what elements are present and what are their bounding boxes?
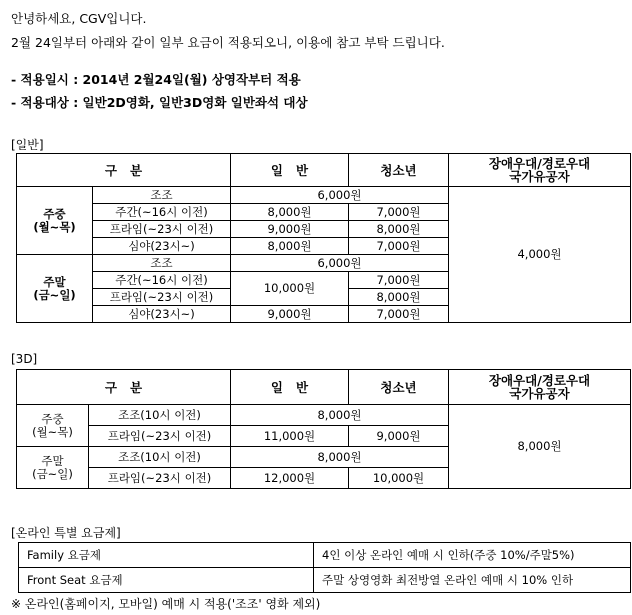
- time-cell: 프라임(~23시 이전): [89, 426, 231, 447]
- adult-price-cell: 11,000원: [231, 426, 349, 447]
- table-row: [19, 543, 631, 568]
- fare-name-cell: Front Seat 요금제: [19, 568, 314, 593]
- price-cell-merged: 6,000원: [231, 187, 449, 204]
- general-section-label: [일반]: [11, 138, 44, 152]
- time-cell: 조조: [93, 187, 231, 204]
- time-cell: 프라임(~23시 이전): [89, 468, 231, 489]
- notice-text: 2월 24일부터 아래와 같이 일부 요금이 적용되오니, 이용에 참고 부탁 드립니다.: [11, 35, 445, 50]
- youth-price-cell: 8,000원: [349, 221, 449, 238]
- youth-price-cell: 10,000원: [349, 468, 449, 489]
- header-category: 구 분: [17, 370, 231, 405]
- header-adult: 일 반: [231, 370, 349, 405]
- fare-desc-cell: 4인 이상 온라인 예매 시 인하(주중 10%/주말5%): [314, 543, 631, 568]
- 3d-price-table: [16, 369, 631, 489]
- table-header-row: [17, 154, 631, 187]
- adult-price-cell: 12,000원: [231, 468, 349, 489]
- fare-desc-cell: 주말 상영영화 최전방열 온라인 예매 시 10% 인하: [314, 568, 631, 593]
- time-cell: 심야(23시~): [93, 306, 231, 323]
- youth-price-cell: 8,000원: [349, 289, 449, 306]
- time-cell: 주간(~16시 이전): [93, 272, 231, 289]
- weekday-group-label: 주중 (월~목): [17, 187, 93, 255]
- youth-price-cell: 7,000원: [349, 238, 449, 255]
- time-cell: 프라임(~23시 이전): [93, 289, 231, 306]
- header-category: 구 분: [17, 154, 231, 187]
- general-price-table: [16, 153, 631, 323]
- online-footnote: ※ 온라인(홈페이지, 모바일) 예매 시 적용('조조' 영화 제외): [11, 597, 321, 611]
- adult-price-cell: 8,000원: [231, 238, 349, 255]
- price-cell-merged: 8,000원: [231, 447, 449, 468]
- apply-target-line: - 적용대상 : 일반2D영화, 일반3D영화 일반좌석 대상: [11, 95, 308, 110]
- price-cell-merged: 6,000원: [231, 255, 449, 272]
- adult-price-cell: 9,000원: [231, 221, 349, 238]
- header-special: 장애우대/경로우대 국가유공자: [449, 154, 631, 187]
- header-special: 장애우대/경로우대 국가유공자: [449, 370, 631, 405]
- greeting-text: 안녕하세요, CGV입니다.: [11, 11, 147, 26]
- header-adult: 일 반: [231, 154, 349, 187]
- price-cell-merged: 8,000원: [231, 405, 449, 426]
- youth-price-cell: 7,000원: [349, 272, 449, 289]
- table-row: [17, 187, 631, 204]
- time-cell: 조조(10시 이전): [89, 447, 231, 468]
- time-cell: 심야(23시~): [93, 238, 231, 255]
- header-youth: 청소년: [349, 154, 449, 187]
- adult-price-cell: 8,000원: [231, 204, 349, 221]
- apply-date-line: - 적용일시 : 2014년 2월24일(월) 상영작부터 적용: [11, 72, 301, 87]
- table-header-row: [17, 370, 631, 405]
- weekday-group-label: 주중 (월~목): [17, 405, 89, 447]
- fare-name-cell: Family 요금제: [19, 543, 314, 568]
- weekend-group-label: 주말 (금~일): [17, 447, 89, 489]
- online-section-label: [온라인 특별 요금제]: [11, 526, 121, 540]
- special-price-cell: 4,000원: [449, 187, 631, 323]
- header-youth: 청소년: [349, 370, 449, 405]
- youth-price-cell: 9,000원: [349, 426, 449, 447]
- adult-price-cell: 9,000원: [231, 306, 349, 323]
- time-cell: 주간(~16시 이전): [93, 204, 231, 221]
- time-cell: 조조: [93, 255, 231, 272]
- time-cell: 조조(10시 이전): [89, 405, 231, 426]
- 3d-section-label: [3D]: [11, 352, 38, 366]
- online-fare-table: [18, 542, 631, 593]
- weekend-group-label: 주말 (금~일): [17, 255, 93, 323]
- youth-price-cell: 7,000원: [349, 204, 449, 221]
- youth-price-cell: 7,000원: [349, 306, 449, 323]
- table-row: [17, 405, 631, 426]
- time-cell: 프라임(~23시 이전): [93, 221, 231, 238]
- adult-price-cell: 10,000원: [231, 272, 349, 306]
- special-price-cell: 8,000원: [449, 405, 631, 489]
- table-row: [19, 568, 631, 593]
